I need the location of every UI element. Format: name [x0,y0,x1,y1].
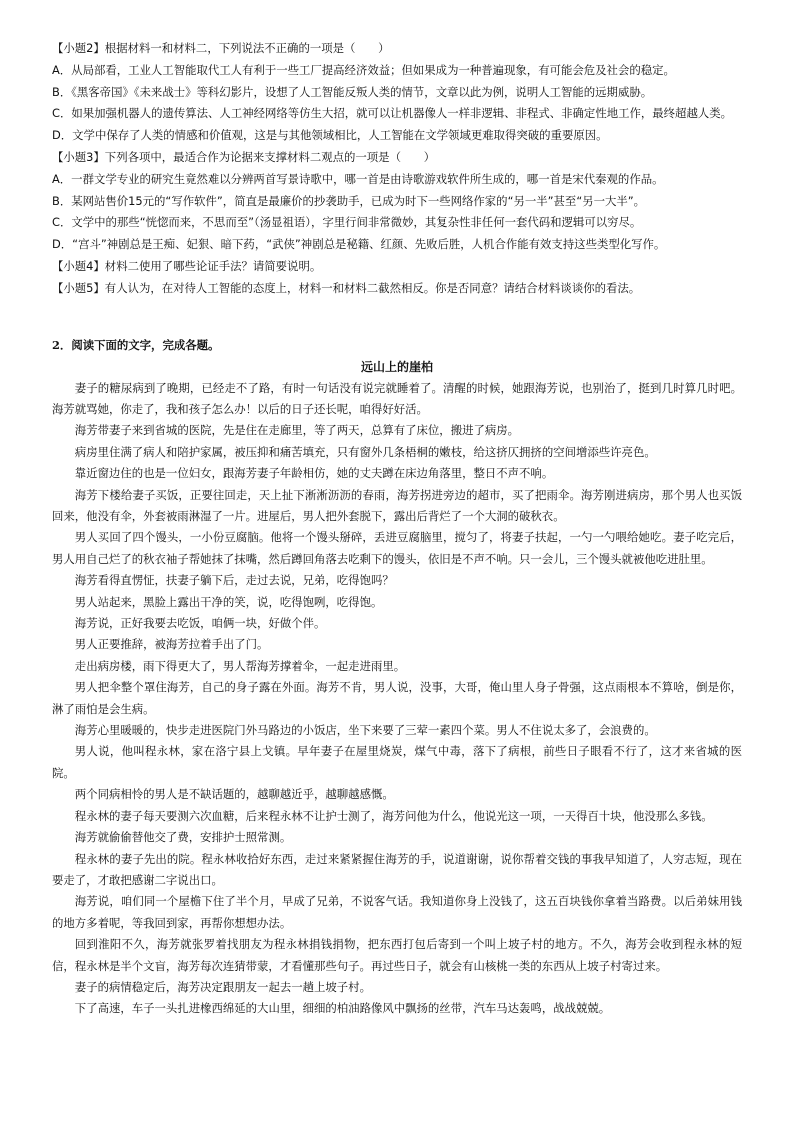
story-paragraph: 男人站起来，黑脸上露出干净的笑，说，吃得饱咧，吃得饱。 [74,594,383,609]
question-2-stem: 【小题2】根据材料一和材料二，下列说法不正确的一项是（ ） [52,41,390,55]
question-3-option-a: A．一群文学专业的研究生竟然难以分辨两首写景诗歌中，哪一首是由诗歌游戏软件所生成的，哪一首是宋代秦观的作品。 [52,171,664,186]
question-3-option-c: C．文学中的那些“恍惚而来，不思而至”（汤显祖语），字里行间非常微妙，其复杂性非任何一套代码和逻辑可以穷尽。 [52,215,642,230]
story-paragraph: 下了高速，车子一头扎进橡西绵延的大山里，细细的柏油路像风中飘扬的丝带，汽车马达轰鸣，战战兢兢。 [74,1001,611,1016]
question-block [52,38,742,300]
question-3-option-b: B．某网站售价15元的“写作软件”，简直是最廉价的抄袭助手，已成为时下一些网络作家的“另一半”甚至“另一大半”。 [52,193,646,208]
question-2-option-c: C．如果加强机器人的遗传算法、人工神经网络等仿生大招，就可以让机器像人一样非逻辑、非程式、非确定性地工作，最终超越人类。 [52,106,733,121]
story-paragraph: 海芳带妻子来到省城的医院，先是住在走廊里，等了两天，总算有了床位，搬进了病房。 [74,423,520,438]
story-body [52,378,742,1020]
story-paragraph: 两个同病相怜的男人是不缺话题的，越聊越近乎，越聊越感慨。 [74,787,394,802]
story-paragraph: 海芳说，咱们同一个屋檐下住了半个月，早成了兄弟，不说客气话。我知道你身上没钱了，这五百块钱你拿着当路费。以后弟妹用钱的地方多着呢，等我回到家，再帮你想想办法。 [52,894,742,930]
story-paragraph: 海芳心里暖暖的，快步走进医院门外马路边的小饭店，坐下来要了三荤一素四个菜。男人不住说太多了，会浪费的。 [74,723,656,738]
story-paragraph: 程永林的妻子每天要测六次血糖，后来程永林不让护士测了，海芳问他为什么，他说光这一项，一天得百十块，他没那么多钱。 [74,808,713,823]
story-paragraph: 病房里住满了病人和陪护家属，被压抑和痛苦填充，只有窗外几条梧桐的嫩枝，给这挤仄拥挤的空间增添些许亮色。 [74,444,656,459]
question-4: 【小题4】材料二使用了哪些论证手法？请简要说明。 [52,258,322,273]
section-heading: 2．阅读下面的文字，完成各题。 [52,337,220,352]
question-3-stem: 【小题3】下列各项中，最适合作为论据来支撑材料二观点的一项是（ ） [52,149,436,164]
story-paragraph: 海芳说，正好我要去吃饭，咱俩一块，好做个伴。 [74,616,326,631]
story-paragraph: 靠近窗边住的也是一位妇女，跟海芳妻子年龄相仿，她的丈夫蹲在床边角落里，整日不声不响。 [74,466,554,481]
story-paragraph: 程永林的妻子先出的院。程永林收拾好东西，走过来紧紧握住海芳的手，说道谢谢，说你帮着交钱的事我早知道了，人穷志短，现在要走了，才敢把感谢二字说出口。 [52,851,742,887]
question-2-option-b: B．《黑客帝国》《未来战士》等科幻影片，设想了人工智能反叛人类的情节，文章以此为例，说明人工智能的远期威胁。 [52,84,653,99]
story-paragraph: 妻子的病情稳定后，海芳决定跟朋友一起去一趟上坡子村。 [74,979,371,994]
question-5: 【小题5】有人认为，在对待人工智能的态度上，材料一和材料二截然相反。你是否同意？请结合材料谈谈你的看法。 [52,280,641,295]
question-2-option-a: A．从局部看，工业人工智能取代工人有利于一些工厂提高经济效益；但如果成为一种普遍现象，有可能会危及社会的稳定。 [52,62,675,77]
story-paragraph: 海芳看得直愣怔，扶妻子躺下后，走过去说，兄弟，吃得饱吗？ [74,573,394,588]
story-paragraph: 男人正要推辞，被海芳拉着手出了门。 [74,637,269,652]
story-title: 远山上的崖柏 [360,359,433,374]
document-page [52,38,742,1020]
spacer [52,300,742,334]
story-paragraph: 海芳下楼给妻子买饭，正要往回走，天上扯下淅淅沥沥的春雨，海芳拐进旁边的超市，买了把雨伞。海芳刚进病房，那个男人也买饭回来，他没有伞，外套被雨淋湿了一片。进屋后，男人把外套脱下，露出后背烂了一个大洞的破秋衣。 [52,487,742,523]
question-2-option-d: D．文学中保存了人类的情感和价值观，这是与其他领域相比，人工智能在文学领域更难取得突破的重要原因。 [52,128,608,143]
story-paragraph: 男人买回了四个馒头，一小份豆腐脑。他将一个馒头掰碎，丢进豆腐脑里，搅匀了，将妻子扶起，一勺一勺喂给她吃。妻子吃完后，男人用自己烂了的秋衣袖子帮她抹了抹嘴，然后蹲回角落去吃剩下的馒头，依旧是不声不响。只一会儿，三个馒头就被他吃进肚里。 [52,530,742,566]
story-paragraph: 男人说，他叫程永林，家在洛宁县上戈镇。早年妻子在屋里烧炭，煤气中毒，落下了病根，前些日子眼看不行了，这才来省城的医院。 [52,744,742,780]
story-paragraph: 男人把伞整个罩住海芳，自己的身子露在外面。海芳不肯，男人说，没事，大哥，俺山里人身子骨强，这点雨根本不算啥，倒是你，淋了雨怕是会生病。 [52,680,742,716]
story-paragraph: 妻子的糖尿病到了晚期，已经走不了路，有时一句话没有说完就睡着了。清醒的时候，她跟海芳说，也别治了，挺到几时算几时吧。海芳就骂她，你走了，我和孩子怎么办！以后的日子还长呢，咱得好好活。 [52,380,742,416]
story-paragraph: 走出病房楼，雨下得更大了，男人帮海芳撑着伞，一起走进雨里。 [74,658,406,673]
question-3-option-d: D．“宫斗”神剧总是王痴、妃狠、暗下药，“武侠”神剧总是秘籍、红颜、先败后胜，人机合作能有效支持这些类型化写作。 [52,237,666,252]
story-paragraph: 回到淮阳不久，海芳就张罗着找朋友为程永林捐钱捐物，把东西打包后寄到一个叫上坡子村的地方。不久，海芳会收到程永林的短信，程永林是半个文盲，海芳每次连猜带蒙，才看懂那些句子。再过些日子，就会有山核桃一类的东西从上坡子村寄过来。 [52,937,742,973]
story-paragraph: 海芳就偷偷替他交了费，安排护士照常测。 [74,830,292,845]
